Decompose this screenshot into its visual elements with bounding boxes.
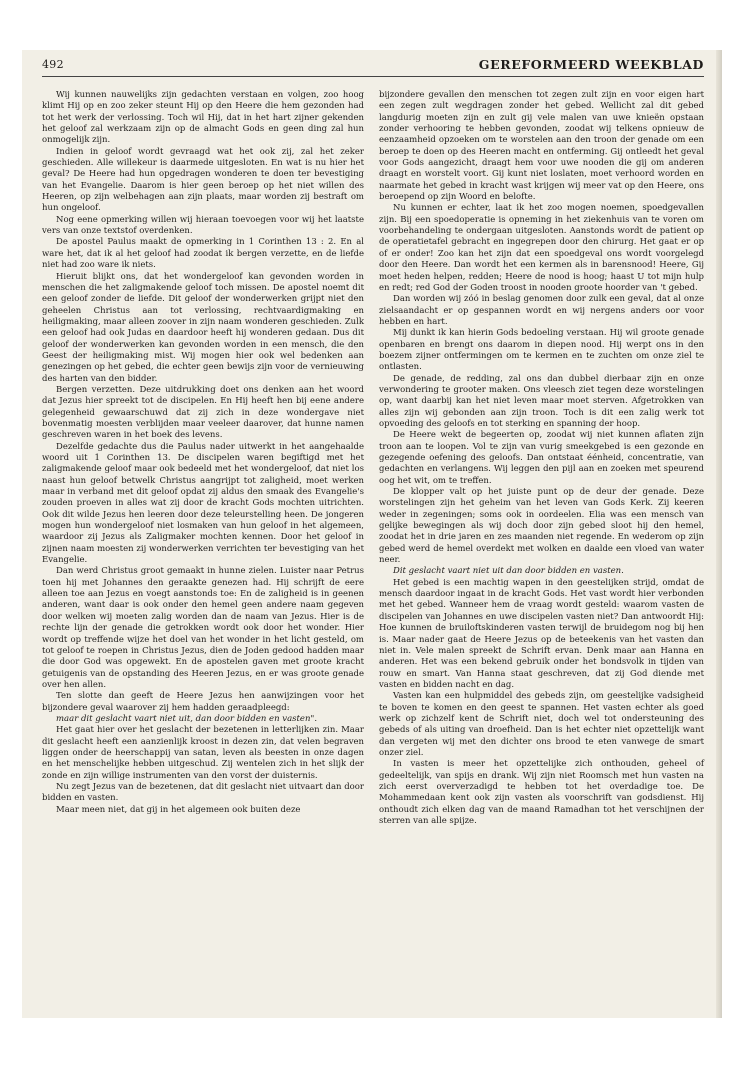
paragraph: Nu zegt Jezus van de bezetenen, dat dit geslacht niet uitvaart dan door bidden en vasten. <box>42 781 364 804</box>
newspaper-page <box>22 50 722 1018</box>
paragraph: Wij kunnen nauwelijks zijn gedachten verstaan en volgen, zoo hoog klimt Hij op en zoo zeker steunt Hij op den Heere die hem gezonden had tot het werk der verlossing. Toch wil Hij, dat in het hart zijner gekenden het geloof zal werkzaam zijn op de almacht Gods en geen ding zal hun onmogelijk zijn. <box>42 90 364 146</box>
publication-title: GEREFORMEERD WEEKBLAD <box>478 57 704 72</box>
paragraph: Bergen verzetten. Deze uitdrukking doet ons denken aan het woord dat Jezus hier spreekt tot de discipelen. En Hij heeft hen bij eene andere gelegenheid gewaarschuwd dat zij zich in deze wondergave niet bovenmatig moesten verblijden maar veeleer daarover, dat hunne namen geschreven waren in het boek des levens. <box>42 384 364 441</box>
paragraph: Ten slotte dan geeft de Heere Jezus hen aanwijzingen voor het bijzondere geval waarover zij hem hadden geraadpleegd: <box>42 691 364 713</box>
paragraph: Nog eene opmerking willen wij hieraan toevoegen voor wij het laatste vers van onze textstof overdenken. <box>42 214 364 237</box>
quote-paragraph <box>42 714 364 725</box>
page-number: 492 <box>42 58 64 71</box>
paragraph: Dan werd Christus groot gemaakt in hunne zielen. Luister naar Petrus toen hij met Johannes den geraakte genezen had. Hij schrijft de eere alleen toe aan Jezus en voegt aanstonds toe: En de zaligheid is in geenen anderen, want daar is ook onder den hemel geen andere naam gegeven door welken wij moeten zalig worden dan de naam van Jezus. Hier is de rechte lijn der genade die getrokken wordt ook door het wonder. Hier wordt op treffende wijze het doel van het wonder in het licht gesteld, om tot geloof te roepen in Christus Jezus, dien de Joden gedood hadden maar die door God was opgewekt. En de apostelen gaven met groote kracht getuigenis van de opstanding des Heeren Jezus, en er was groote genade over hen allen. <box>42 566 364 690</box>
left-column <box>42 90 364 816</box>
paragraph: De klopper valt op het juiste punt op de deur der genade. Deze worstelingen zijn het geheim van het leven van Gods Kerk. Zij keeren weder in zegeningen; soms ook in oordeelen. Elia was een mensch van gelijke bewegingen als wij doch door zijn gebed sloot hij den hemel, zoodat het in drie jaren en zes maanden niet regende. En wederom op zijn gebed werd de hemel overdekt met wolken en daalde een vloed van water neer. <box>379 487 704 566</box>
paragraph: Vasten kan een hulpmiddel des gebeds zijn, om geestelijke vadsigheid te boven te komen en den geest te spannen. Het vasten echter als goed werk op zichzelf kent de Schrift niet, doch wel tot ondersteuning des gebeds of als uiting van droefheid. Dan is het echter niet opzettelijk want dan vergeten wij met den dichter ons brood te eten vanwege de smart onzer ziel. <box>379 691 704 758</box>
page-header <box>42 58 704 77</box>
paragraph: Het gebed is een machtig wapen in den geestelijken strijd, omdat de mensch daardoor ingaat in de kracht Gods. Het vast wordt hier verbonden met het gebed. Wanneer hem de vraag wordt gesteld: waarom vasten de discipelen van Johannes en uwe discipelen vasten niet? Dan antwoordt Hij: Hoe kunnen de bruiloftskinderen vasten terwijl de bruidegom nog bij hen is. Maar nader gaat de Heere Jezus op de beteekenis van het vasten dan niet in. Vele malen spreekt de Schrift ervan. Denk maar aan Hanna en anderen. Het was een bekend gebruik onder het bondsvolk in tijden van rouw en smart. Van Hanna staat geschreven, dat zij God diende met vasten en bidden nacht en dag. <box>379 577 704 690</box>
quote-text: Dit geslacht vaart niet uit dan door bidden en vasten. <box>393 566 624 577</box>
paragraph: Maar meen niet, dat gij in het algemeen ook buiten deze <box>56 804 301 815</box>
paragraph: Nu kunnen er echter, laat ik het zoo mogen noemen, spoedgevallen zijn. Bij een spoedoperatie is opneming in het ziekenhuis van te voren om voorbehandeling te ondergaan uitgesloten. Aanstonds wordt de patient op de operatietafel gebracht en ingegrepen door den chirurg. Het gaat er op of er onder! Zoo kan het zijn dat een spoedgeval ons wordt voorgelegd door den Heere. Dan wordt het een kermen als in barensnood! Heere, Gij moet heden helpen, redden; Heere de nood is hoog; haast U tot mijn hulp en redt; red God der Goden troost in nooden groote hoorder van 't gebed. <box>379 203 704 293</box>
quote-text: maar dit geslacht vaart niet uit, dan door bidden en vasten". <box>56 713 318 724</box>
paragraph: bijzondere gevallen den menschen tot zegen zult zijn en voor eigen hart een zegen zult wegdragen zonder het gebed. Wellicht zal dit gebed langdurig moeten zijn en zult gij vele malen van uwe knieën opstaan zonder verhooring te hebben gevonden, zoodat wij telkens opnieuw de eenzaamheid opzoeken om te worstelen aan den troon der genade om een beroep te doen op des Heeren macht en ontferming. Gij ontleedt het geval voor Gods aangezicht, draagt hem voor uwe nooden die gij om anderen draagt en worstelt voort. Gij kunt niet loslaten, moet verhoord worden en naarmate het gebed in kracht wast krijgen wij meer vat op den Heere, ons beroepend op zijn Woord en belofte. <box>379 90 704 203</box>
paragraph: Mij dunkt ik kan hierin Gods bedoeling verstaan. Hij wil groote genade openbaren en brengt ons daarom in diepen nood. Hij werpt ons in den boezem zijner ontfermingen om te kermen en te zuchten om onze ziel te ontlasten. <box>379 328 704 373</box>
paragraph: De genade, de redding, zal ons dan dubbel dierbaar zijn en onze verwondering te grooter maken. Ons vleesch ziet tegen deze worstelingen op, want daarbij kan het niet leven maar moet sterven. Afgetrokken van alles zijn wij gebonden aan zijn troon. Toch is dit een zalig werk tot opvoeding des geloofs en tot sterking en spanning der hoop. <box>379 373 704 429</box>
paragraph: De Heere wekt de begeerten op, zoodat wij niet kunnen aflaten zijn troon aan te loopen. Vol te zijn van vurig smeekgebed is een gezonde en gezegende oefening des geloofs. Dan ontstaat éénheid, concentratie, van gedachten en verlangens. Wij leggen den pijl aan en zoeken met speurend oog het wit, om te treffen. <box>379 430 704 486</box>
paragraph: Dezelfde gedachte dus die Paulus nader uitwerkt in het aangehaalde woord uit 1 Corinthen 13. De discipelen waren begiftigd met het zaligmakende geloof maar ook bedeeld met het wondergeloof, dat niet los naast hun geloof betwelk Christus aangrijpt tot zaligheid, moet werken maar in verband met dit geloof opdat zij aldus den smaak des Evangelie's zouden proeven in alles wat zij door de kracht Gods mochten uitrichten. Ook dit wilde Jezus hen leeren door deze teleurstelling heen. De jongeren mogen hun wondergeloof niet losmaken van hun geloof in het algemeen, waardoor zij Jezus als Zaligmaker mochten kennen. Door het geloof in zijnen naam moesten zij wonderwerken verrichten ter bevestiging van het Evangelie. <box>42 441 364 566</box>
paragraph: De apostel Paulus maakt de opmerking in 1 Corinthen 13 : 2. En al ware het, dat ik al het geloof had zoodat ik bergen verzette, en de liefde niet had zoo ware ik niets. <box>42 237 364 271</box>
paragraph: In vasten is meer het opzettelijke zich onthouden, geheel of gedeeltelijk, van spijs en drank. Wij zijn niet Roomsch met hun vasten na zich eerst oververzadigd te hebben tot het overdadige toe. De Mohammedaan kent ook zijn vasten als voorschrift van godsdienst. Hij onthoudt zich elken dag van de maand Ramadhan tot het verschijnen der sterren van alle spijze. <box>379 759 704 826</box>
paragraph: Hieruit blijkt ons, dat het wondergeloof kan gevonden worden in menschen die het zaligmakende geloof toch missen. De apostel noemt dit een geloof zonder de liefde. Dit geloof der wonderwerken grijpt niet den geheelen Christus aan tot verlossing, rechtvaardigmaking en heiligmaking, maar alleen zoover in zijn naam wonderen geschieden. Zulk een geloof had ook Judas en daardoor heeft hij wonderen gedaan. Dus dit geloof der wonderwerken kan gevonden worden in een mensch, die den Geest der heiligmaking mist. Wij mogen hier ook wel bedenken aan genezingen op het gebed, die echter geen bewijs zijn voor de vernieuwing des harten van den bidder. <box>42 271 364 384</box>
page-edge <box>716 50 722 1018</box>
paragraph: Dan worden wij zóó in beslag genomen door zulk een geval, dat al onze zielsaandacht er op gespannen wordt en wij nergens anders oor voor hebben en hart. <box>379 294 704 327</box>
paragraph: Indien in geloof wordt gevraagd wat het ook zij, zal het zeker geschieden. Alle willekeur is daarmede uitgesloten. En wat is nu hier het geval? De Heere had hun opgedragen wonderen te doen ter bevestiging van het Evangelie. Daarom is hier geen beroep op het niet willen des Heeren, op zijn welbehagen aan zijn plaats, maar worden zij bestraft om hun ongeloof. <box>42 146 364 214</box>
right-column <box>379 90 704 827</box>
quote-paragraph <box>379 566 704 577</box>
paragraph: Het gaat hier over het geslacht der bezetenen in letterlijken zin. Maar dit geslacht heeft een aanzienlijk kroost in dezen zin, dat velen begraven liggen onder de heerschappij van satan, leven als beesten in onze dagen en het menschelijke hebben uitgeschud. Zij wentelen zich in het slijk der zonde en zijn willige instrumenten van den vorst der duisternis. <box>42 725 364 781</box>
